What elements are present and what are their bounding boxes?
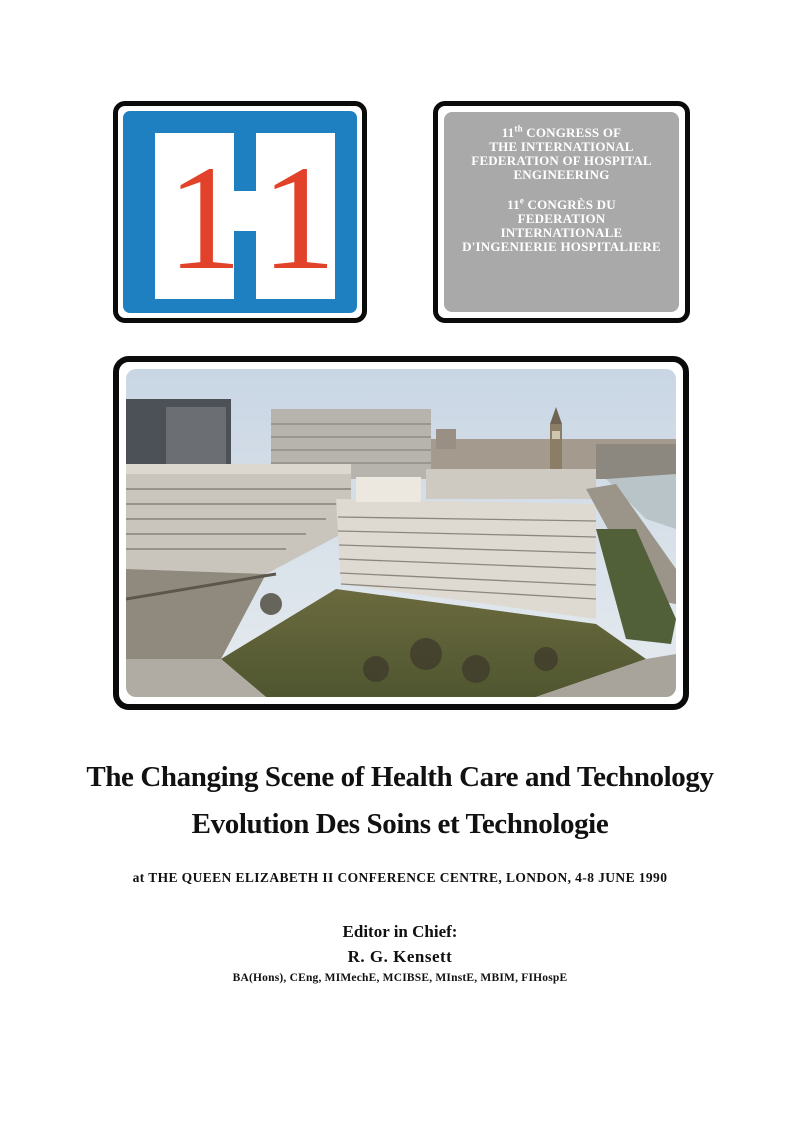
congress-info-text — [444, 112, 679, 312]
congress-fr-line-1 — [444, 195, 679, 212]
congress-fr-ordinal-suffix: e — [519, 195, 525, 206]
congress-en-ordinal: 11 — [501, 125, 515, 140]
hospital-aerial-view-image — [126, 369, 676, 697]
congress-info-panel — [433, 101, 690, 323]
congress-fr-line-3: INTERNATIONALE — [500, 225, 623, 240]
hospital-photo — [126, 369, 676, 697]
hospital-photo-frame — [113, 356, 689, 710]
congress-en-line-1 — [444, 123, 679, 140]
congress-en-ordinal-suffix: th — [514, 123, 523, 134]
book-title-english: The Changing Scene of Health Care and Technology — [86, 761, 714, 793]
congress-fr-line-2: FEDERATION — [517, 211, 606, 226]
congress-en-line-3: FEDERATION OF HOSPITAL — [471, 153, 652, 168]
logo-blue-frame — [123, 111, 357, 313]
congress-en-line-2: THE INTERNATIONAL — [489, 139, 634, 154]
congress-fr-ordinal: 11 — [507, 197, 520, 212]
logo-h-letter — [155, 133, 335, 299]
logo-numeral-left: 1 — [167, 135, 242, 301]
editor-label: Editor in Chief: — [342, 922, 458, 941]
congress-logo — [113, 101, 367, 323]
editor-credentials: BA(Hons), CEng, MIMechE, MCIBSE, MInstE, MBIM, FIHospE — [232, 972, 568, 984]
logo-numeral-right: 1 — [261, 135, 336, 301]
congress-en-line-4: ENGINEERING — [513, 167, 610, 182]
book-title-french: Evolution Des Soins et Technologie — [191, 808, 609, 840]
congress-fr-line-1-text: CONGRÈS DU — [524, 197, 616, 212]
congress-en-line-1-text: CONGRESS OF — [522, 125, 622, 140]
conference-venue: at THE QUEEN ELIZABETH II CONFERENCE CENTRE, LONDON, 4-8 JUNE 1990 — [132, 870, 668, 885]
congress-fr-line-4: D'INGENIERIE HOSPITALIERE — [462, 239, 661, 254]
editor-name: R. G. Kensett — [347, 947, 453, 966]
